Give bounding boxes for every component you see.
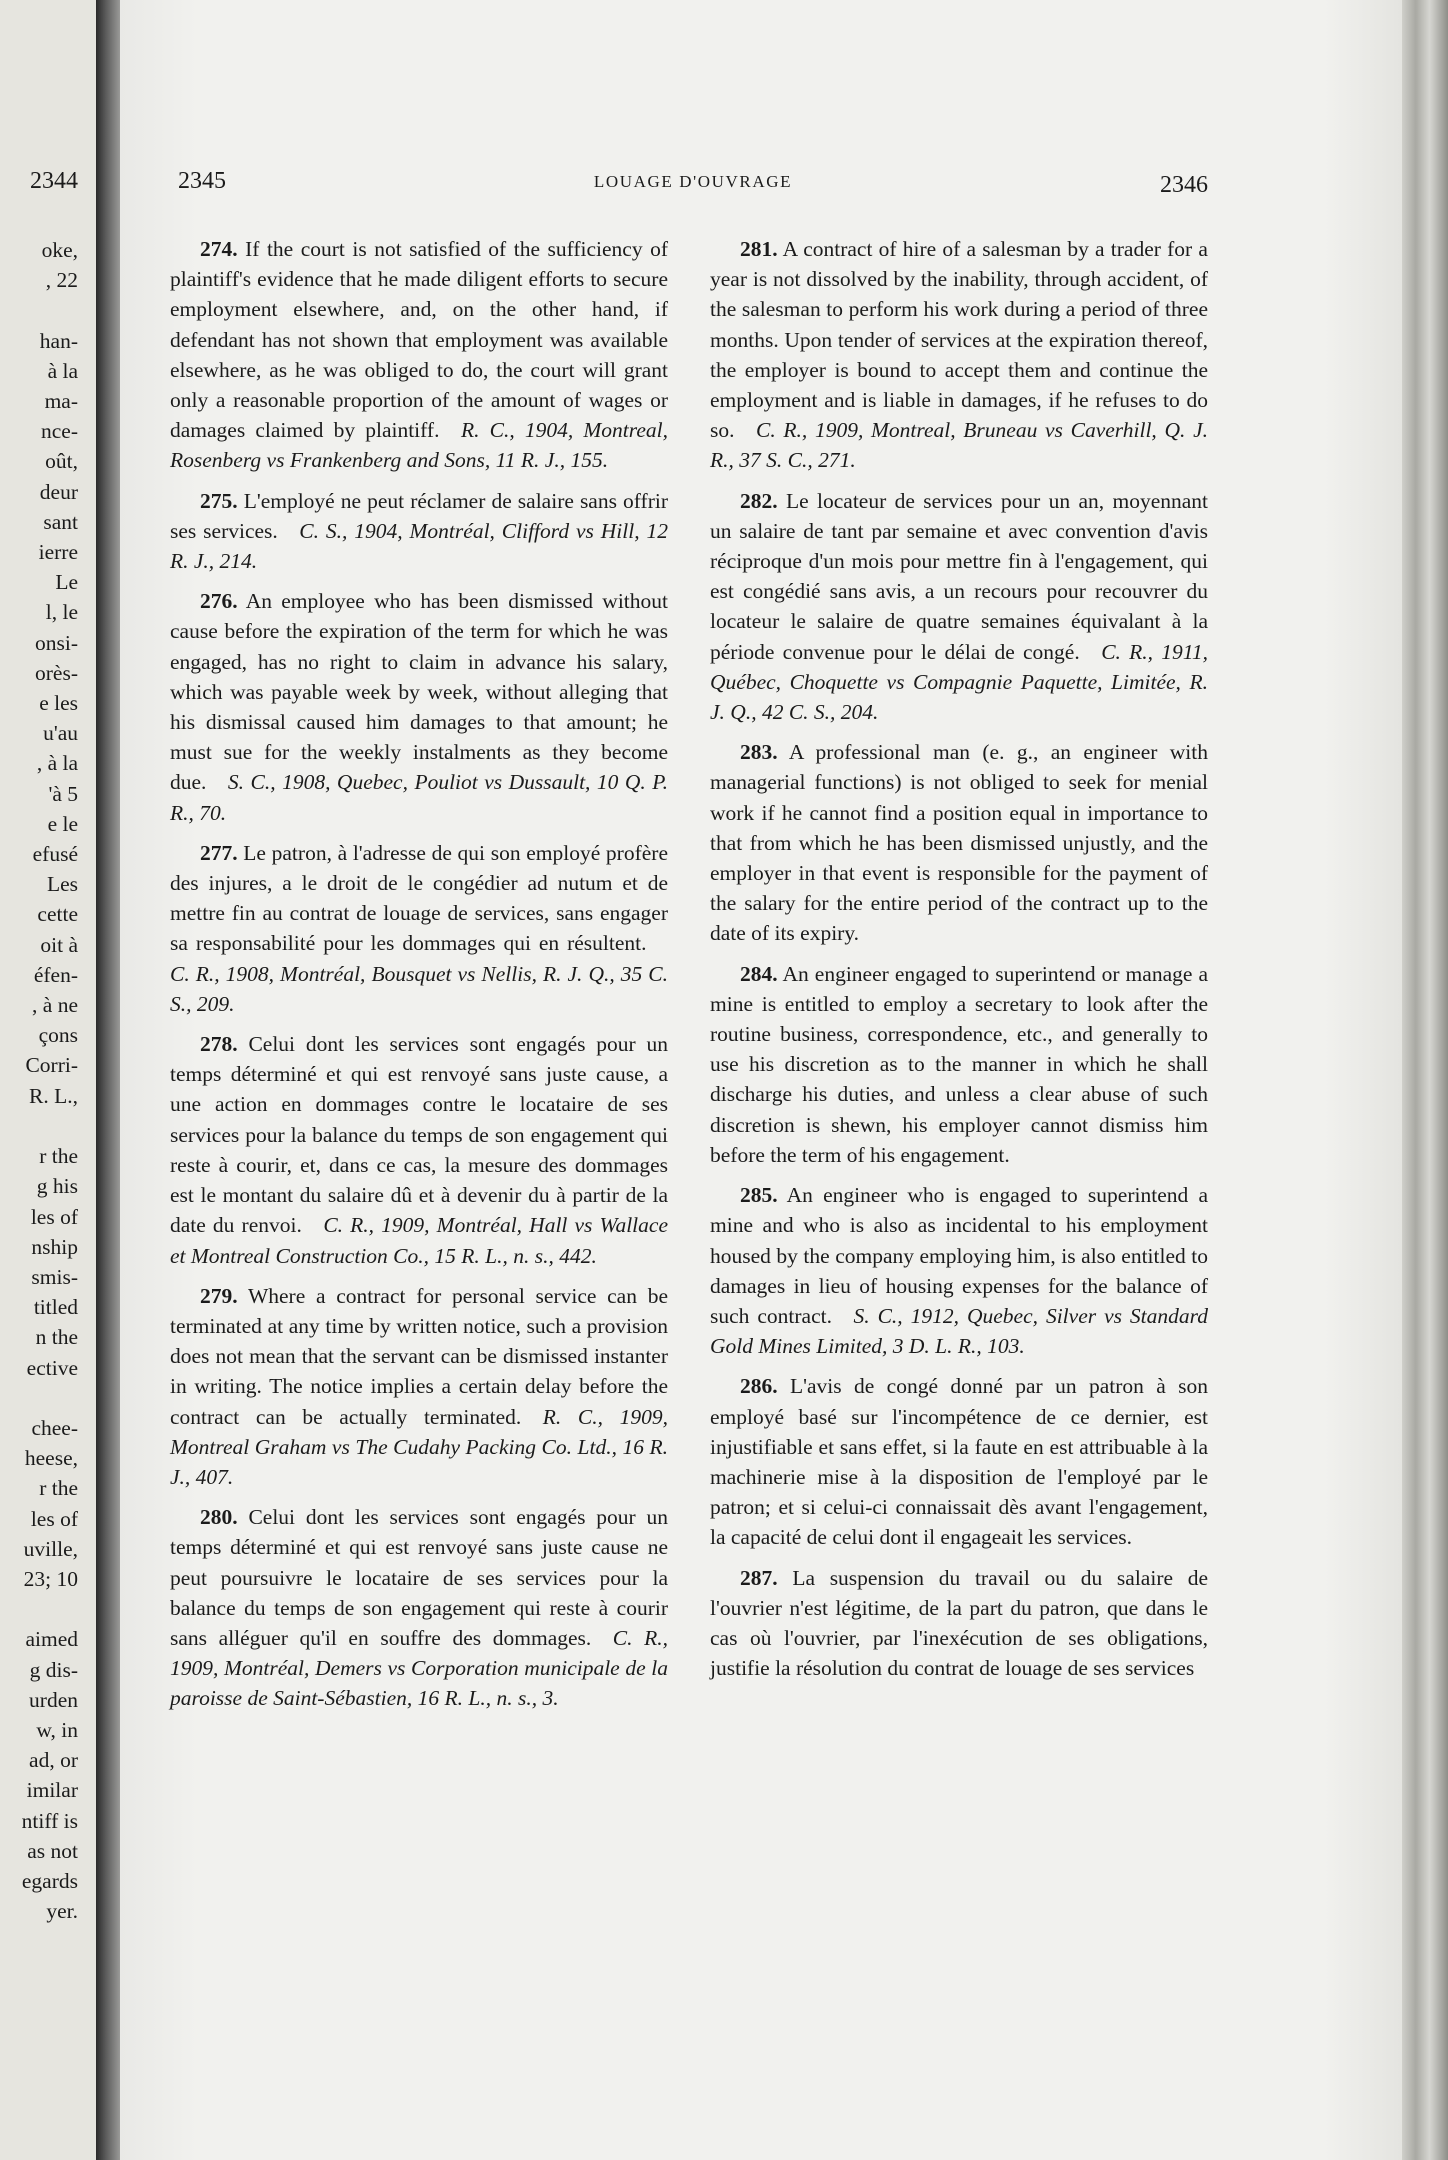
paragraph-number: 282. <box>740 488 778 513</box>
paragraph-body: La suspension du travail ou du salaire de l'ouvrier n'est légitime, de la part du patron, que dans le cas où l'ouvrier, par l'inexécution de ses obligations, justifie la résolution du contrat de louage de ses services <box>710 1565 1209 1681</box>
case-paragraph <box>710 959 1208 1170</box>
paragraph-body: Celui dont les services sont engagés pour un temps déterminé et qui est renvoyé sans juste cause ne peut poursuivre le locataire de ses services pour la balance du temps de son engagement qui reste à courir sans alléguer qu'il en souffre des dommages. <box>170 1505 668 1650</box>
fragment-line <box>0 1594 78 1624</box>
paragraph-number: 286. <box>740 1374 778 1399</box>
case-citation: R. C., 1909, Montreal Graham vs The Cudahy Packing Co. Ltd., 16 R. J., 407. <box>170 1404 668 1489</box>
fragment-line: w, in <box>36 1717 78 1742</box>
case-citation: S. C., 1912, Quebec, Silver vs Standard Gold Mines Limited, 3 D. L. R., 103. <box>710 1303 1208 1359</box>
right-column <box>710 234 1208 1693</box>
paragraph-body: L'avis de congé donné par un patron à son employé basé sur l'incompétence de ce dernier, est injustifiable et sans effet, si la faute en est attribuable à la machinerie mise à la disposition de l'employé par le patron; et si celui-ci connaissait dès avant l'engagement, la capacité de celui dont il engageait les services. <box>710 1374 1209 1550</box>
fragment-line: yer. <box>46 1899 78 1924</box>
fragment-line: , 22 <box>45 268 78 293</box>
case-paragraph <box>170 234 668 476</box>
case-citation: S. C., 1908, Quebec, Pouliot vs Dussault, 10 Q. P. R., 70. <box>170 770 668 825</box>
page-edge <box>1402 0 1448 2160</box>
fragment-line: ierre <box>38 540 78 565</box>
fragment-line: e le <box>47 811 78 836</box>
fragment-line: les of <box>30 1204 78 1229</box>
fragment-line: oke, <box>41 238 78 262</box>
fragment-line: g dis- <box>29 1657 78 1682</box>
fragment-line: g his <box>36 1174 78 1199</box>
paragraph-body: Le locateur de services pour un an, moyennant un salaire de tant par semaine et avec convention d'avis réciproque d'un mois pour mettre fin à l'engagement, qui est congédié sans avis, a un recours pour recouvrer du locateur le salaire de quatre semaines équivalant à la période convenue pour le délai de congé. <box>710 488 1209 664</box>
paragraph-body: A professional man (e. g., an engineer with managerial functions) is not obliged to seek for menial work if he cannot find a position equal in importance to that from which he has been dismissed unjustly, and the employer in that event is responsible for the payment of the salary for the entire period of the contract up to the date of its expiry. <box>710 740 1208 946</box>
fragment-line: 'à 5 <box>48 781 78 806</box>
paragraph-number: 283. <box>740 740 778 765</box>
fragment-line: r the <box>39 1144 78 1169</box>
fragment-line: Le <box>55 570 78 595</box>
fragment-line: R. L., <box>29 1083 78 1108</box>
fragment-line: imilar <box>26 1778 78 1803</box>
fragment-line: aimed <box>25 1627 78 1652</box>
fragment-line: l, le <box>45 600 78 625</box>
fragment-line <box>0 1383 78 1413</box>
fragment-line: ective <box>26 1355 78 1380</box>
fragment-line: orès- <box>35 660 78 685</box>
right-page-number: 2346 <box>1160 172 1208 198</box>
page-header <box>178 168 1208 198</box>
fragment-line: ntiff is <box>21 1808 78 1833</box>
fragment-line: Les <box>46 872 78 897</box>
previous-page-number: 2344 <box>30 168 78 194</box>
fragment-line: çons <box>38 1023 78 1048</box>
running-title: LOUAGE D'OUVRAGE <box>593 172 793 191</box>
left-column <box>170 234 668 1724</box>
fragment-line: deur <box>39 479 78 504</box>
paragraph-number: 277. <box>200 840 238 865</box>
paragraph-body: Where a contract for personal service can be terminated at any time by written notice, such a provision does not mean that the servant can be dismissed instanter in writing. The notice implies a certain delay before the contract can be actually terminated. <box>170 1283 668 1429</box>
fragment-line: Corri- <box>25 1053 78 1078</box>
fragment-line: chee- <box>31 1415 78 1440</box>
fragment-line: les of <box>30 1506 78 1531</box>
paragraph-number: 278. <box>200 1032 238 1057</box>
fragment-line: e les <box>39 691 78 716</box>
paragraph-body: Le patron, à l'adresse de qui son employé profère des injures, a le droit de le congédier ad nutum et de mettre fin au contrat de louage de services, sans engager sa responsabilité pour les dommages qui en résultent. <box>170 840 668 956</box>
case-citation: C. S., 1904, Montréal, Clifford vs Hill, 12 R. J., 214. <box>170 518 668 574</box>
case-paragraph <box>710 234 1208 476</box>
fragment-line: éfen- <box>33 962 78 987</box>
paragraph-body: If the court is not satisfied of the sufficiency of plaintiff's evidence that he made diligent efforts to secure employment elsewhere, and, on the other hand, if defendant has not shown that employment was available elsewhere, as he was obliged to do, the court will grant only a reasonable proportion of the amount of wages or damages claimed by plaintiff. <box>170 237 669 443</box>
paragraph-body: Celui dont les services sont engagés pour un temps déterminé et qui est renvoyé sans juste cause, a une action en dommages contre le locataire de ses services pour la balance du temps de son engagement qui reste à courir, et, dans ce cas, la mesure des dommages est le montant du salaire dû et à devenir du à partir de la date du renvoi. <box>170 1032 668 1238</box>
fragment-line: nship <box>31 1234 78 1259</box>
fragment-line: oût, <box>45 449 78 474</box>
paragraph-number: 281. <box>740 237 778 261</box>
paragraph-number: 285. <box>740 1183 778 1208</box>
case-paragraph <box>170 838 668 1019</box>
case-paragraph <box>170 1281 668 1492</box>
fragment-line: u'au <box>43 721 78 746</box>
fragment-line: 23; 10 <box>23 1566 78 1591</box>
paragraph-body: L'employé ne peut réclamer de salaire sans offrir ses services. <box>170 488 668 543</box>
case-paragraph <box>170 1502 668 1713</box>
previous-page-fragment <box>0 0 96 2160</box>
fragment-line: onsi- <box>35 630 78 655</box>
fragment-line: , à la <box>36 751 78 776</box>
fragment-line: efusé <box>32 842 78 867</box>
fragment-line: nce- <box>41 419 78 444</box>
paragraph-body: An engineer who is engaged to superintend a mine and who is also as incidental to his employment housed by the company employing him, is also entitled to damages in lieu of housing expenses for the balance of such contract. <box>710 1183 1208 1328</box>
case-citation: R. C., 1904, Montreal, Rosenberg vs Frankenberg and Sons, 11 R. J., 155. <box>170 418 668 473</box>
fragment-line: n the <box>35 1325 78 1350</box>
paragraph-number: 275. <box>200 488 238 513</box>
case-paragraph <box>710 1563 1208 1684</box>
fragment-line: ma- <box>44 389 78 414</box>
paragraph-number: 287. <box>740 1565 778 1590</box>
paragraph-number: 276. <box>200 589 238 614</box>
previous-page-text <box>0 235 78 1926</box>
case-citation: C. R., 1909, Montreal, Bruneau vs Caverhill, Q. J. R., 37 S. C., 271. <box>710 418 1208 473</box>
fragment-line: heese, <box>24 1446 78 1471</box>
fragment-line: uville, <box>23 1536 78 1561</box>
fragment-line: egards <box>21 1868 78 1893</box>
fragment-line: as not <box>27 1838 78 1863</box>
fragment-line: han- <box>39 328 78 353</box>
case-paragraph <box>710 486 1208 728</box>
case-citation: C. R., 1908, Montréal, Bousquet vs Nellis, R. J. Q., 35 C. S., 209. <box>170 961 668 1016</box>
fragment-line: urden <box>29 1687 78 1712</box>
fragment-line: oit à <box>40 932 78 957</box>
paragraph-body: An engineer engaged to superintend or manage a mine is entitled to employ a secretary to look after the routine business, correspondence, etc., and generally to use his discretion as to the manner in which he shall discharge his duties, and unless a clear abuse of such discretion is shewn, his employer cannot dismiss him before the term of his engagement. <box>710 961 1208 1167</box>
case-citation: C. R., 1911, Québec, Choquette vs Compagnie Paquette, Limitée, R. J. Q., 42 C. S., 204. <box>710 639 1208 725</box>
fragment-line: , à ne <box>32 993 78 1018</box>
case-citation: C. R., 1909, Montréal, Demers vs Corporation municipale de la paroisse de Saint-Sébastien, 16 R. L., n. s., 3. <box>170 1625 668 1711</box>
paragraph-body: A contract of hire of a salesman by a trader for a year is not dissolved by the inability, through accident, of the salesman to perform his work during a period of three months. Upon tender of services at the expiration thereof, the employer is bound to accept them and continue the employment and is liable in damages, if he refuses to do so. <box>710 237 1208 443</box>
left-page-number: 2345 <box>178 168 226 194</box>
fragment-line: ad, or <box>29 1748 78 1773</box>
fragment-line: sant <box>43 509 78 534</box>
book-gutter <box>96 0 120 2160</box>
case-paragraph <box>710 737 1208 948</box>
case-paragraph <box>710 1180 1208 1361</box>
case-citation: C. R., 1909, Montréal, Hall vs Wallace et Montreal Construction Co., 15 R. L., n. s., 442. <box>170 1213 668 1268</box>
case-paragraph <box>170 1029 668 1271</box>
case-paragraph <box>710 1371 1208 1552</box>
fragment-line: titled <box>33 1295 78 1320</box>
fragment-line <box>0 295 78 325</box>
paragraph-number: 274. <box>200 237 238 261</box>
case-paragraph <box>170 586 668 828</box>
fragment-line: à la <box>47 358 78 383</box>
fragment-line <box>0 1111 78 1141</box>
fragment-line: smis- <box>31 1264 78 1289</box>
paragraph-number: 280. <box>200 1505 238 1530</box>
case-paragraph <box>170 486 668 577</box>
fragment-line: r the <box>39 1476 78 1501</box>
paragraph-number: 284. <box>740 961 778 986</box>
paragraph-number: 279. <box>200 1283 238 1308</box>
fragment-line: cette <box>37 902 78 927</box>
paragraph-body: An employee who has been dismissed without cause before the expiration of the term for which he was engaged, has no right to claim in advance his salary, which was payable week by week, without alleging that his dismissal caused him damages to that amount; he must sue for the weekly instalments as they become due. <box>170 589 668 795</box>
